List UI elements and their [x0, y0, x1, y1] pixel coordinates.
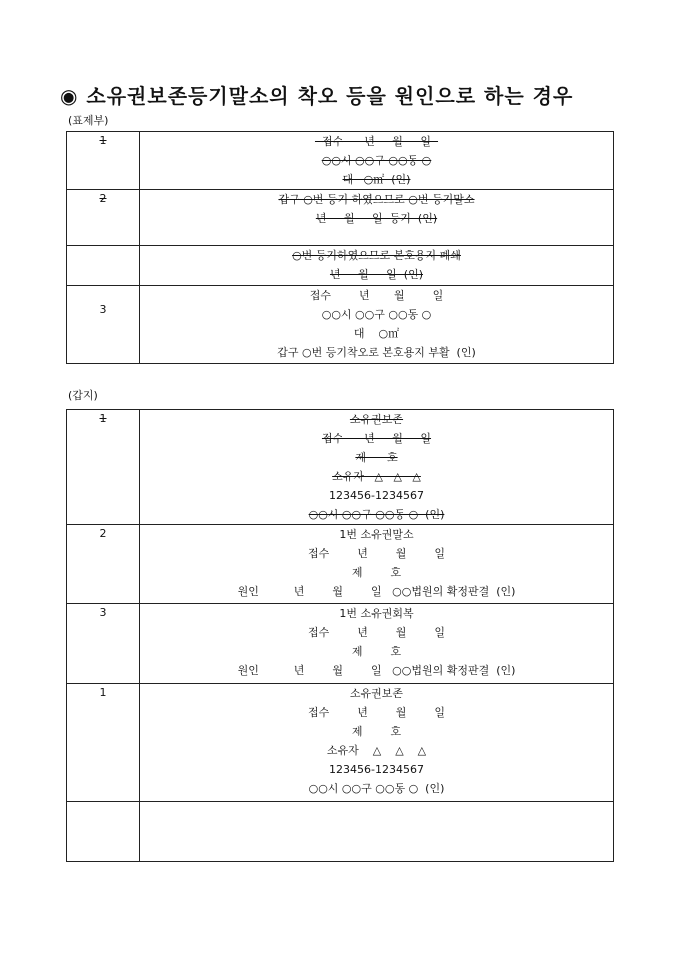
row-number: [67, 190, 140, 246]
entry-line: 제 호: [351, 566, 402, 579]
entry-line: 제 호: [351, 725, 402, 738]
entry-line: ○○시 ○○구 ○○동 ○ (인): [308, 782, 445, 795]
entry-line: ○○시 ○○구 ○○동 ○ (인): [308, 508, 445, 521]
entry-line: 년 월 일 등기 (인): [315, 212, 438, 225]
pyojebu-label: (표제부): [68, 114, 109, 127]
row-number: [67, 286, 140, 364]
row-number: [67, 246, 140, 286]
entry-line: 원인 년 월 일 ○○법원의 확정판결 (인): [237, 664, 516, 677]
row-number-text: 3: [99, 303, 107, 316]
entry-line: 대 ○㎡: [353, 327, 400, 340]
entry-line: 소유자 △ △ △: [332, 470, 421, 483]
row-content: [140, 604, 614, 684]
row-number: [67, 802, 140, 862]
row-number-text: 2: [99, 527, 107, 540]
entry-line: 갑구 ○번 등기착오로 본호용지 부활 (인): [277, 346, 476, 359]
table-row: [67, 246, 614, 286]
gapji-label: (갑지): [68, 389, 98, 402]
entry-line: 갑구 ○번 등기 하였으므로 ○번 등기말소: [278, 193, 475, 206]
row-number-text: 2: [99, 192, 107, 205]
row-number-text: 1: [99, 134, 107, 147]
table-row: [67, 684, 614, 802]
entry-line: ○○시 ○○구 ○○동 ○: [321, 154, 432, 167]
entry-line: 접수 년 월 일: [307, 626, 446, 639]
row-content: [140, 410, 614, 525]
row-number: [67, 132, 140, 190]
document-title: ◉ 소유권보존등기말소의 착오 등을 원인으로 하는 경우: [60, 84, 574, 108]
row-content: [140, 190, 614, 246]
entry-line: 제 호: [355, 451, 398, 464]
entry-line: 소유권보존: [349, 413, 404, 426]
row-number: [67, 604, 140, 684]
row-number: [67, 525, 140, 604]
table-row: [67, 410, 614, 525]
entry-line: 제 호: [351, 645, 402, 658]
table-row: [67, 802, 614, 862]
row-number-text: 1: [99, 686, 107, 699]
table-row: [67, 190, 614, 246]
entry-line: 소유자 △ △ △: [326, 744, 427, 757]
entry-line: 접수 년 월 일: [307, 547, 446, 560]
row-content: [140, 246, 614, 286]
row-number: [67, 684, 140, 802]
entry-line: 123456-1234567: [329, 763, 424, 776]
entry-line: 년 월 일 (인): [329, 268, 424, 281]
entry-line: 원인 년 월 일 ○○법원의 확정판결 (인): [237, 585, 516, 598]
pyojebu-table: [66, 131, 614, 364]
row-number-text: 3: [99, 606, 107, 619]
entry-line: 소유권보존: [349, 687, 404, 700]
row-content: [140, 684, 614, 802]
entry-line: ○○시 ○○구 ○○동 ○: [321, 308, 432, 321]
row-number-text: 1: [99, 412, 107, 425]
entry-line: 1번 소유권회복: [339, 607, 414, 620]
entry-line: 대 ○㎡ (인): [342, 173, 411, 186]
table-row: [67, 604, 614, 684]
entry-line: 접수 년 월 일: [314, 135, 439, 148]
row-content: [140, 286, 614, 364]
row-content: [140, 132, 614, 190]
table-row: [67, 525, 614, 604]
row-content: [140, 802, 614, 862]
row-content: [140, 525, 614, 604]
entry-line: 접수 년 월 일: [309, 289, 444, 302]
entry-line: 123456-1234567: [329, 489, 424, 502]
gapji-table: [66, 409, 614, 862]
table-row: [67, 132, 614, 190]
entry-line: 접수 년 월 일: [307, 706, 446, 719]
entry-line: 1번 소유권말소: [339, 528, 414, 541]
table-row: [67, 286, 614, 364]
entry-line: ○번 등기하였으므로 본호용지 폐쇄: [292, 249, 461, 262]
entry-line: 접수 년 월 일: [321, 432, 432, 445]
row-number: [67, 410, 140, 525]
